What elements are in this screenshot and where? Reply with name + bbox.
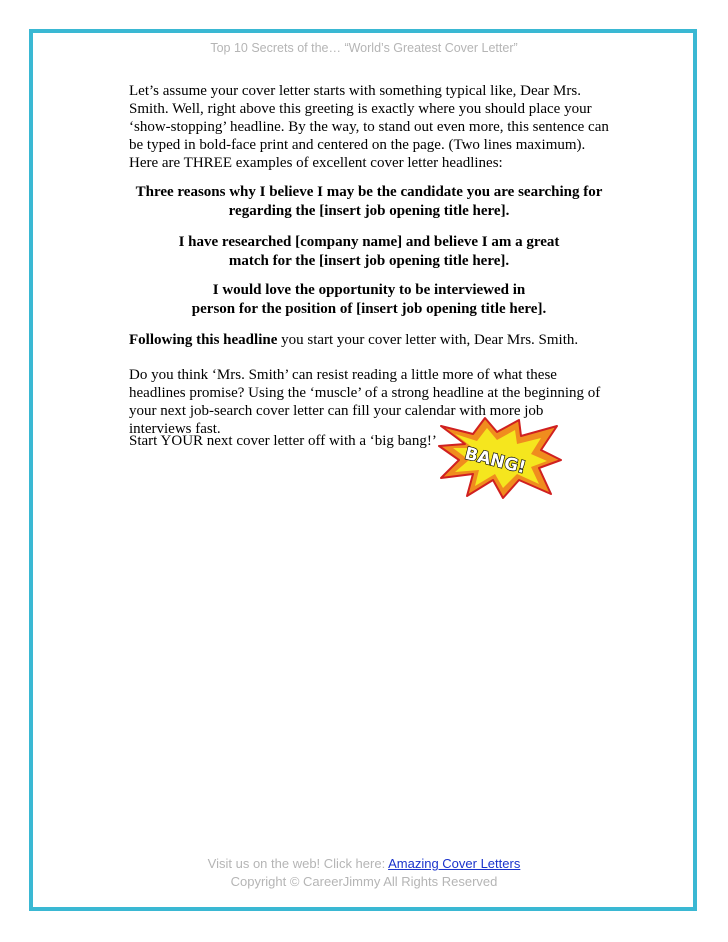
headline-example-2-line2: match for the [insert job opening title here]. xyxy=(228,253,510,269)
following-paragraph xyxy=(129,331,609,349)
bang-text: BANG! xyxy=(462,443,528,479)
headline-example-3-line1: I would love the opportunity to be interviewed in xyxy=(212,282,526,298)
footer-copyright: Copyright © CareerJimmy All Rights Reserved xyxy=(230,874,498,889)
headline-example-1-line2: regarding the [insert job opening title here]. xyxy=(228,203,510,219)
closing-paragraph: Start YOUR next cover letter off with a ‘big bang!’ xyxy=(129,433,437,449)
footer-visit-line xyxy=(0,855,728,873)
page-header: Top 10 Secrets of the… “World’s Greatest Cover Letter” xyxy=(210,41,518,55)
following-bold-text: Following this headline xyxy=(129,332,278,348)
headline-example-2 xyxy=(129,233,609,271)
intro-paragraph: Let’s assume your cover letter starts with something typical like, Dear Mrs. Smith. Well, right above this greeting is exactly where you should place your ‘show-stopping’ headline. By the way, to stand out even more, this sentence can be typed in bold-face print and centered on the page. (Two lines maximum). Here are THREE examples of excellent cover letter headlines: xyxy=(129,83,609,171)
bang-starburst-icon xyxy=(437,416,563,500)
headline-example-3 xyxy=(129,281,609,319)
headline-example-1-line1: Three reasons why I believe I may be the candidate you are searching for xyxy=(135,184,603,200)
following-rest-text: you start your cover letter with, Dear Mrs. Smith. xyxy=(277,332,579,348)
page-footer xyxy=(0,855,728,891)
question-paragraph: Do you think ‘Mrs. Smith’ can resist reading a little more of what these headlines promise? Using the ‘muscle’ of a strong headline at the beginning of your next job-search cover letter can fill your calendar with more job interviews fast. xyxy=(129,367,601,437)
amazing-cover-letters-link[interactable]: Amazing Cover Letters xyxy=(388,856,521,871)
headline-example-2-line1: I have researched [company name] and believe I am a great xyxy=(178,234,560,250)
headline-example-1 xyxy=(129,183,609,221)
headline-example-3-line2: person for the position of [insert job opening title here]. xyxy=(191,301,547,317)
footer-visit-text: Visit us on the web! Click here: xyxy=(207,856,389,871)
